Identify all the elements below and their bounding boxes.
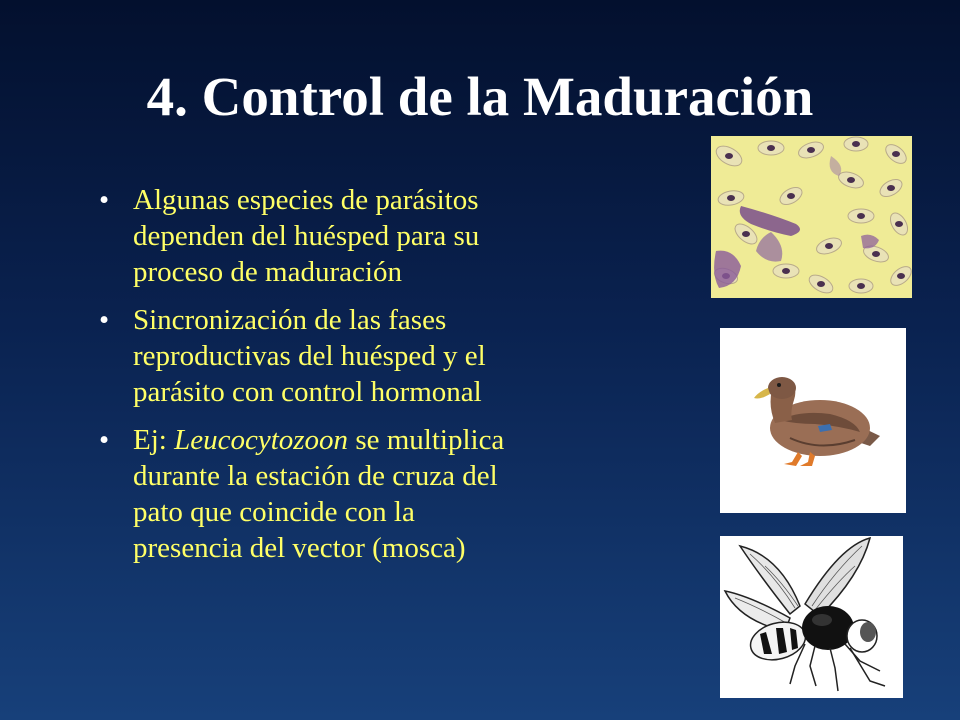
bullet-line: parásito con control hormonal	[133, 376, 482, 408]
slide-title: 4. Control de la Maduración	[146, 66, 814, 127]
bullet-line: reproductivas del huésped y el	[133, 340, 486, 372]
example-prefix: Ej:	[133, 424, 175, 456]
bullet-item	[96, 302, 656, 410]
blood-smear-micrograph-icon	[711, 136, 912, 298]
bullet-icon: •	[99, 184, 110, 216]
bullet-line: Sincronización de las fases	[133, 304, 447, 336]
bullet-icon: •	[99, 424, 110, 456]
species-name: Leucocytozoon	[174, 424, 349, 456]
example-suffix: se multiplica	[348, 424, 505, 456]
bullet-line: pato que coincide con la	[133, 496, 415, 528]
bullet-line-with-species	[133, 422, 656, 458]
bullet-list	[96, 182, 656, 578]
bullet-item	[96, 182, 656, 290]
fly-drawing-icon	[720, 536, 903, 698]
bullet-item	[96, 422, 656, 566]
bullet-line: proceso de maduración	[133, 256, 402, 288]
bullet-line: durante la estación de cruza del	[133, 460, 498, 492]
bullet-icon: •	[99, 304, 110, 336]
bullet-line: presencia del vector (mosca)	[133, 532, 466, 564]
bullet-line: Algunas especies de parásitos	[133, 184, 479, 216]
duck-illustration-icon	[720, 328, 906, 513]
bullet-line: dependen del huésped para su	[133, 220, 480, 252]
